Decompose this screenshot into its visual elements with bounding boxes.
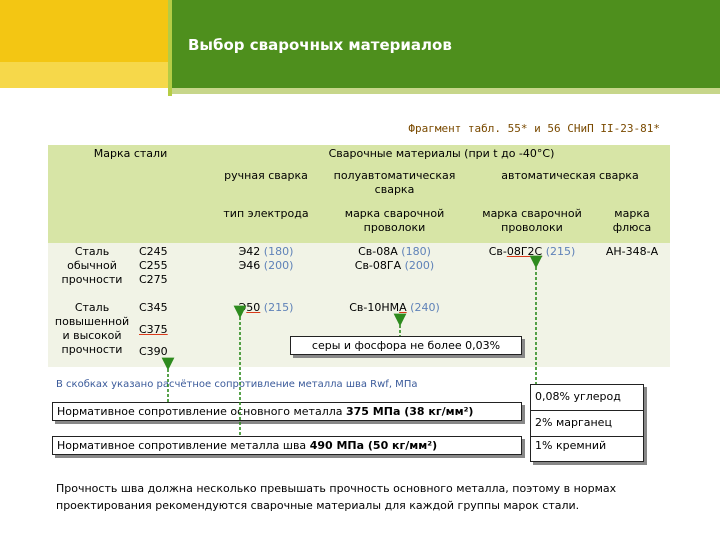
row1-flux: АН-348-А [594,243,670,299]
base-metal-resistance-box: Нормативное сопротивление основного металла 375 МПа (38 кг/мм²) [52,402,522,421]
header-wire-semi: марка сварочной проволоки [319,205,470,243]
grade: С245 [139,245,168,258]
header-materials: Сварочные материалы (при t до -40°C) [213,145,670,167]
weld-metal-resistance-box: Нормативное сопротивление металла шва 490 МПа (50 кг/мм²) [52,436,522,455]
row2-semi: Св-10НМА (240) [319,299,470,367]
header-wire-auto: марка сварочной проволоки [470,205,594,243]
electrode: Э42 [238,245,261,258]
highlighted-grade: 08Г2С [506,245,543,258]
sulfur-phosphorus-box: серы и фосфора не более 0,03% [290,336,522,355]
header-flux: марка флюса [594,205,670,243]
header-manual: ручная сварка [213,167,319,205]
header-electrode-type: тип электрода [213,205,319,243]
silicon-box: 1% кремний [530,436,644,462]
grade: С255 [139,259,168,272]
manganese-box: 2% марганец [530,410,644,439]
wire-value: (180) [401,245,431,258]
conclusion-text: Прочность шва должна несколько превышать прочность основного металла, поэтому в нормах проектирования рекомендуются сварочные материалы для каждой группы марок стали. [56,482,617,512]
source-reference: Фрагмент табл. 55* и 56 СНиП II-23-81* [408,122,660,135]
carbon-box: 0,08% углерод [530,384,644,413]
grade: С375 [139,323,168,336]
header-steel-grade: Марка стали [48,145,213,243]
electrode-value: (200) [263,259,294,272]
page-title: Выбор сварочных материалов [188,36,452,54]
row2-electrode: Э50 (215) [213,299,319,367]
row1-auto-wire: Св-08Г2С (215) [470,243,594,299]
electrode-value: (180) [263,245,294,258]
grade: С390 [139,345,168,358]
wire-value: (200) [404,259,435,272]
grade: С275 [139,273,168,286]
header-auto: автоматическая сварка [470,167,670,205]
footnote: В скобках указано расчётное сопротивление металла шва Rwf, МПа [56,379,418,390]
grade: С345 [139,301,168,314]
electrode: Э46 [238,259,261,272]
row2-group: Сталь повышенной и высокой прочности [48,299,136,367]
wire: Св-08А [358,245,398,258]
wire: Св-08ГА [354,259,402,272]
header-semi: полуавтоматическая сварка [319,167,470,205]
row1-group: Сталь обычной прочности [48,243,136,299]
